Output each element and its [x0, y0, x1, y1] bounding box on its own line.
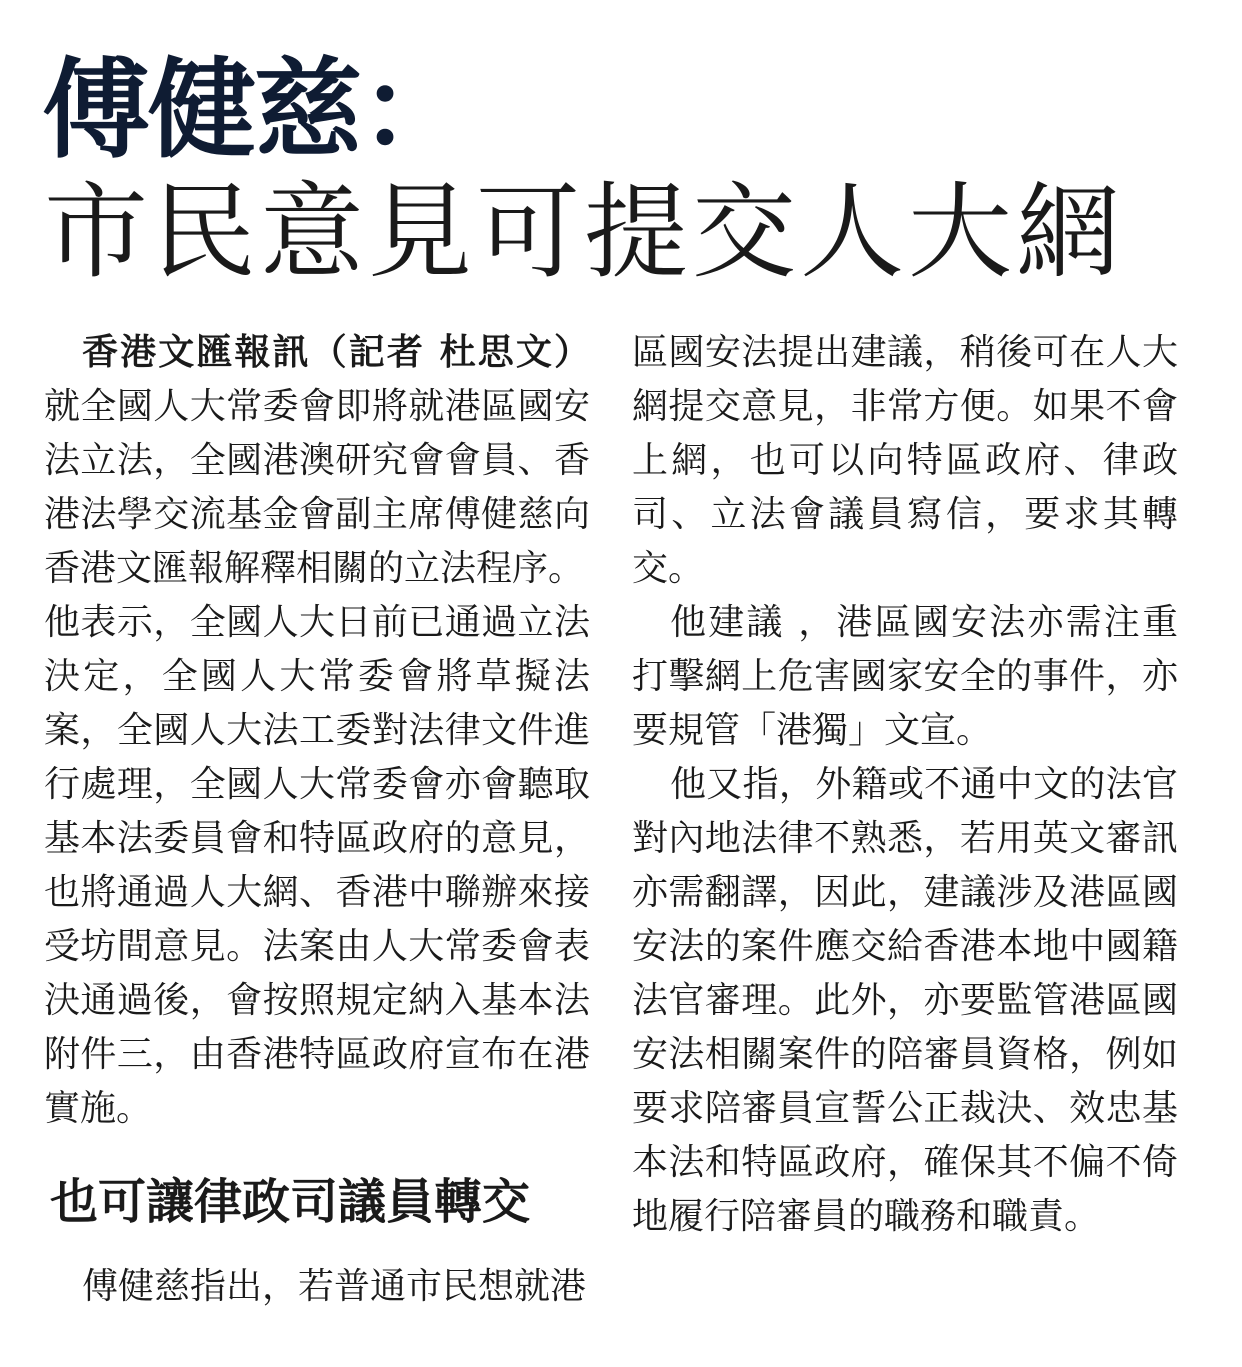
headline-main: 傅健慈：	[42, 48, 467, 173]
paragraph-intro	[44, 326, 590, 596]
byline: 香港文匯報訊（記者 杜思文）	[82, 332, 590, 373]
paragraph-submission: 傅健慈指出，若普通市民想就港	[82, 1266, 587, 1307]
paragraph-judges: 他又指，外籍或不通中文的法官對內地法律不熟悉，若用英文審訊亦需翻譯，因此，建議涉及港區國安法的案件應交給香港本地中國籍法官審理。此外，亦要監管港區國安法相關案件的陪審員資格，例如要求陪審員宣誓公正裁決、效忠基本法和特區政府，確保其不偏不倚地履行陪審員的職務和職責。	[632, 764, 1178, 1237]
article-column-right	[632, 326, 1178, 1244]
paragraph-procedure: 他表示，全國人大日前已通過立法決定，全國人大常委會將草擬法案，全國人大法工委對法律文件進行處理，全國人大常委會亦會聽取基本法委員會和特區政府的意見，也將通過人大網、香港中聯辦來接受坊間意見。法案由人大常委會表決通過後，會按照規定納入基本法附件三，由香港特區政府宣布在港實施。	[44, 602, 590, 1129]
subheading: 也可讓律政司議員轉交	[50, 1174, 531, 1230]
paragraph-suggestion: 他建議 ，港區國安法亦需注重打擊網上危害國家安全的事件，亦要規管「港獨」文宣。	[632, 602, 1178, 751]
headline-sub: 市民意見可提交人大網	[44, 171, 1125, 293]
paragraph-submission-continued: 區國安法提出建議，稍後可在人大網提交意見，非常方便。如果不會上網，也可以向特區政府、律政司、立法會議員寫信，要求其轉交。	[632, 332, 1178, 589]
paragraph-intro-body: 就全國人大常委會即將就港區國安法立法，全國港澳研究會會員、香港法學交流基金會副主席傅健慈向香港文匯報解釋相關的立法程序。	[44, 386, 590, 589]
article-column-left	[44, 326, 590, 1314]
